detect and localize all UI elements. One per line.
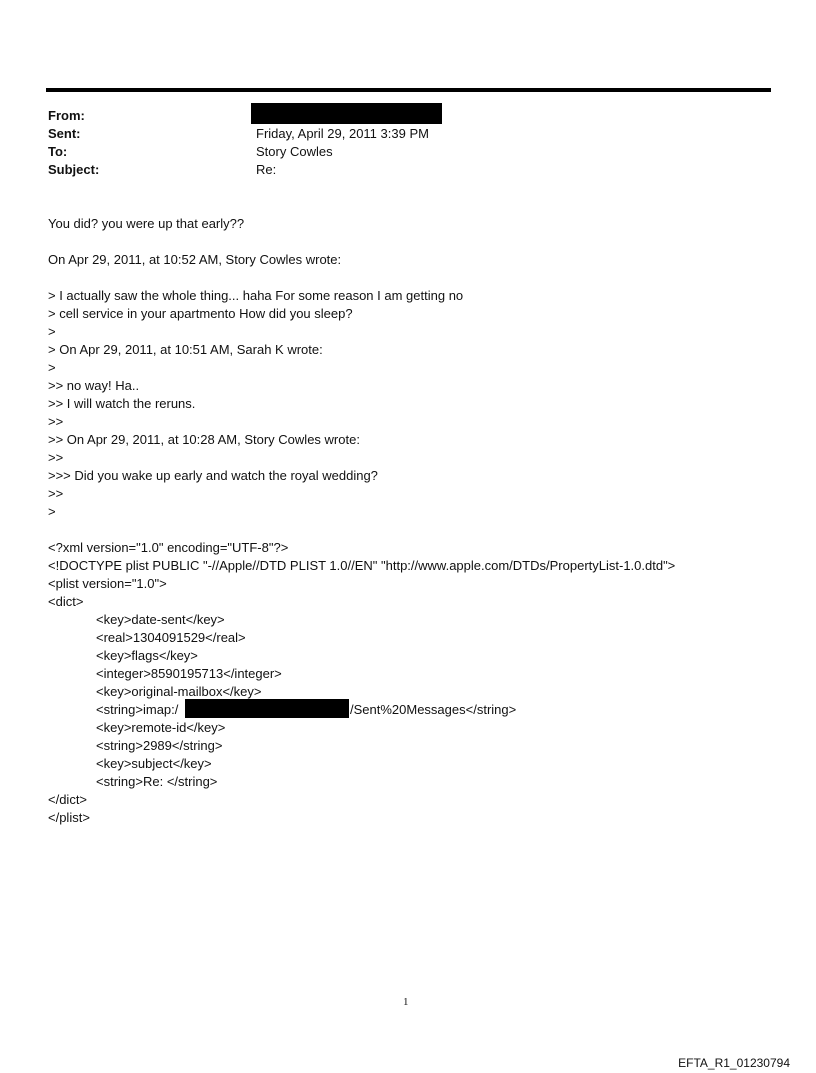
body-line: >>> Did you wake up early and watch the royal wedding? xyxy=(48,468,378,483)
body-line: You did? you were up that early?? xyxy=(48,216,245,231)
from-label: From: xyxy=(48,108,85,123)
body-line: > xyxy=(48,504,56,519)
body-line: > On Apr 29, 2011, at 10:51 AM, Sarah K wrote: xyxy=(48,342,323,357)
plist-line: </dict> xyxy=(48,792,88,807)
plist-line: <key>remote-id</key> xyxy=(96,720,226,735)
plist-line: <dict> xyxy=(48,594,84,609)
plist-line: <plist version="1.0"> xyxy=(48,576,167,591)
header-rule xyxy=(46,88,771,92)
body-line: > cell service in your apartmento How did you sleep? xyxy=(48,306,353,321)
plist-line: <real>1304091529</real> xyxy=(96,630,246,645)
sent-label: Sent: xyxy=(48,126,81,141)
plist-line: <string>imap:/ xyxy=(96,702,179,717)
subject-value: Re: xyxy=(256,162,277,177)
sent-value: Friday, April 29, 2011 3:39 PM xyxy=(256,126,429,141)
body-line: On Apr 29, 2011, at 10:52 AM, Story Cowles wrote: xyxy=(48,252,342,267)
page-number: 1 xyxy=(403,996,409,1008)
from-redaction xyxy=(251,103,442,124)
body-line: > xyxy=(48,360,56,375)
plist-line: </plist> xyxy=(48,810,90,825)
subject-label: Subject: xyxy=(48,162,100,177)
body-line: >> no way! Ha.. xyxy=(48,378,140,393)
plist-line: /Sent%20Messages</string> xyxy=(350,702,517,717)
plist-line: <key>flags</key> xyxy=(96,648,198,663)
plist-line: <key>subject</key> xyxy=(96,756,212,771)
plist-line: <key>date-sent</key> xyxy=(96,612,225,627)
plist-line: <string>2989</string> xyxy=(96,738,223,753)
body-line: >> xyxy=(48,450,64,465)
body-line: > xyxy=(48,324,56,339)
body-line: > I actually saw the whole thing... haha For some reason I am getting no xyxy=(48,288,464,303)
body-line: >> xyxy=(48,486,64,501)
plist-line: <?xml version="1.0" encoding="UTF-8"?> xyxy=(48,540,289,555)
plist-line: <integer>8590195713</integer> xyxy=(96,666,282,681)
plist-line: <!DOCTYPE plist PUBLIC "-//Apple//DTD PLIST 1.0//EN" "http://www.apple.com/DTDs/PropertyList-1.0.dtd"> xyxy=(48,558,676,573)
plist-line: <string>Re: </string> xyxy=(96,774,218,789)
body-line: >> xyxy=(48,414,64,429)
plist-line: <key>original-mailbox</key> xyxy=(96,684,262,699)
body-line: >> On Apr 29, 2011, at 10:28 AM, Story Cowles wrote: xyxy=(48,432,360,447)
body-line: >> I will watch the reruns. xyxy=(48,396,196,411)
to-value: Story Cowles xyxy=(256,144,333,159)
mailbox-redaction xyxy=(185,699,349,718)
to-label: To: xyxy=(48,144,68,159)
bates-number: EFTA_R1_01230794 xyxy=(678,1056,790,1070)
